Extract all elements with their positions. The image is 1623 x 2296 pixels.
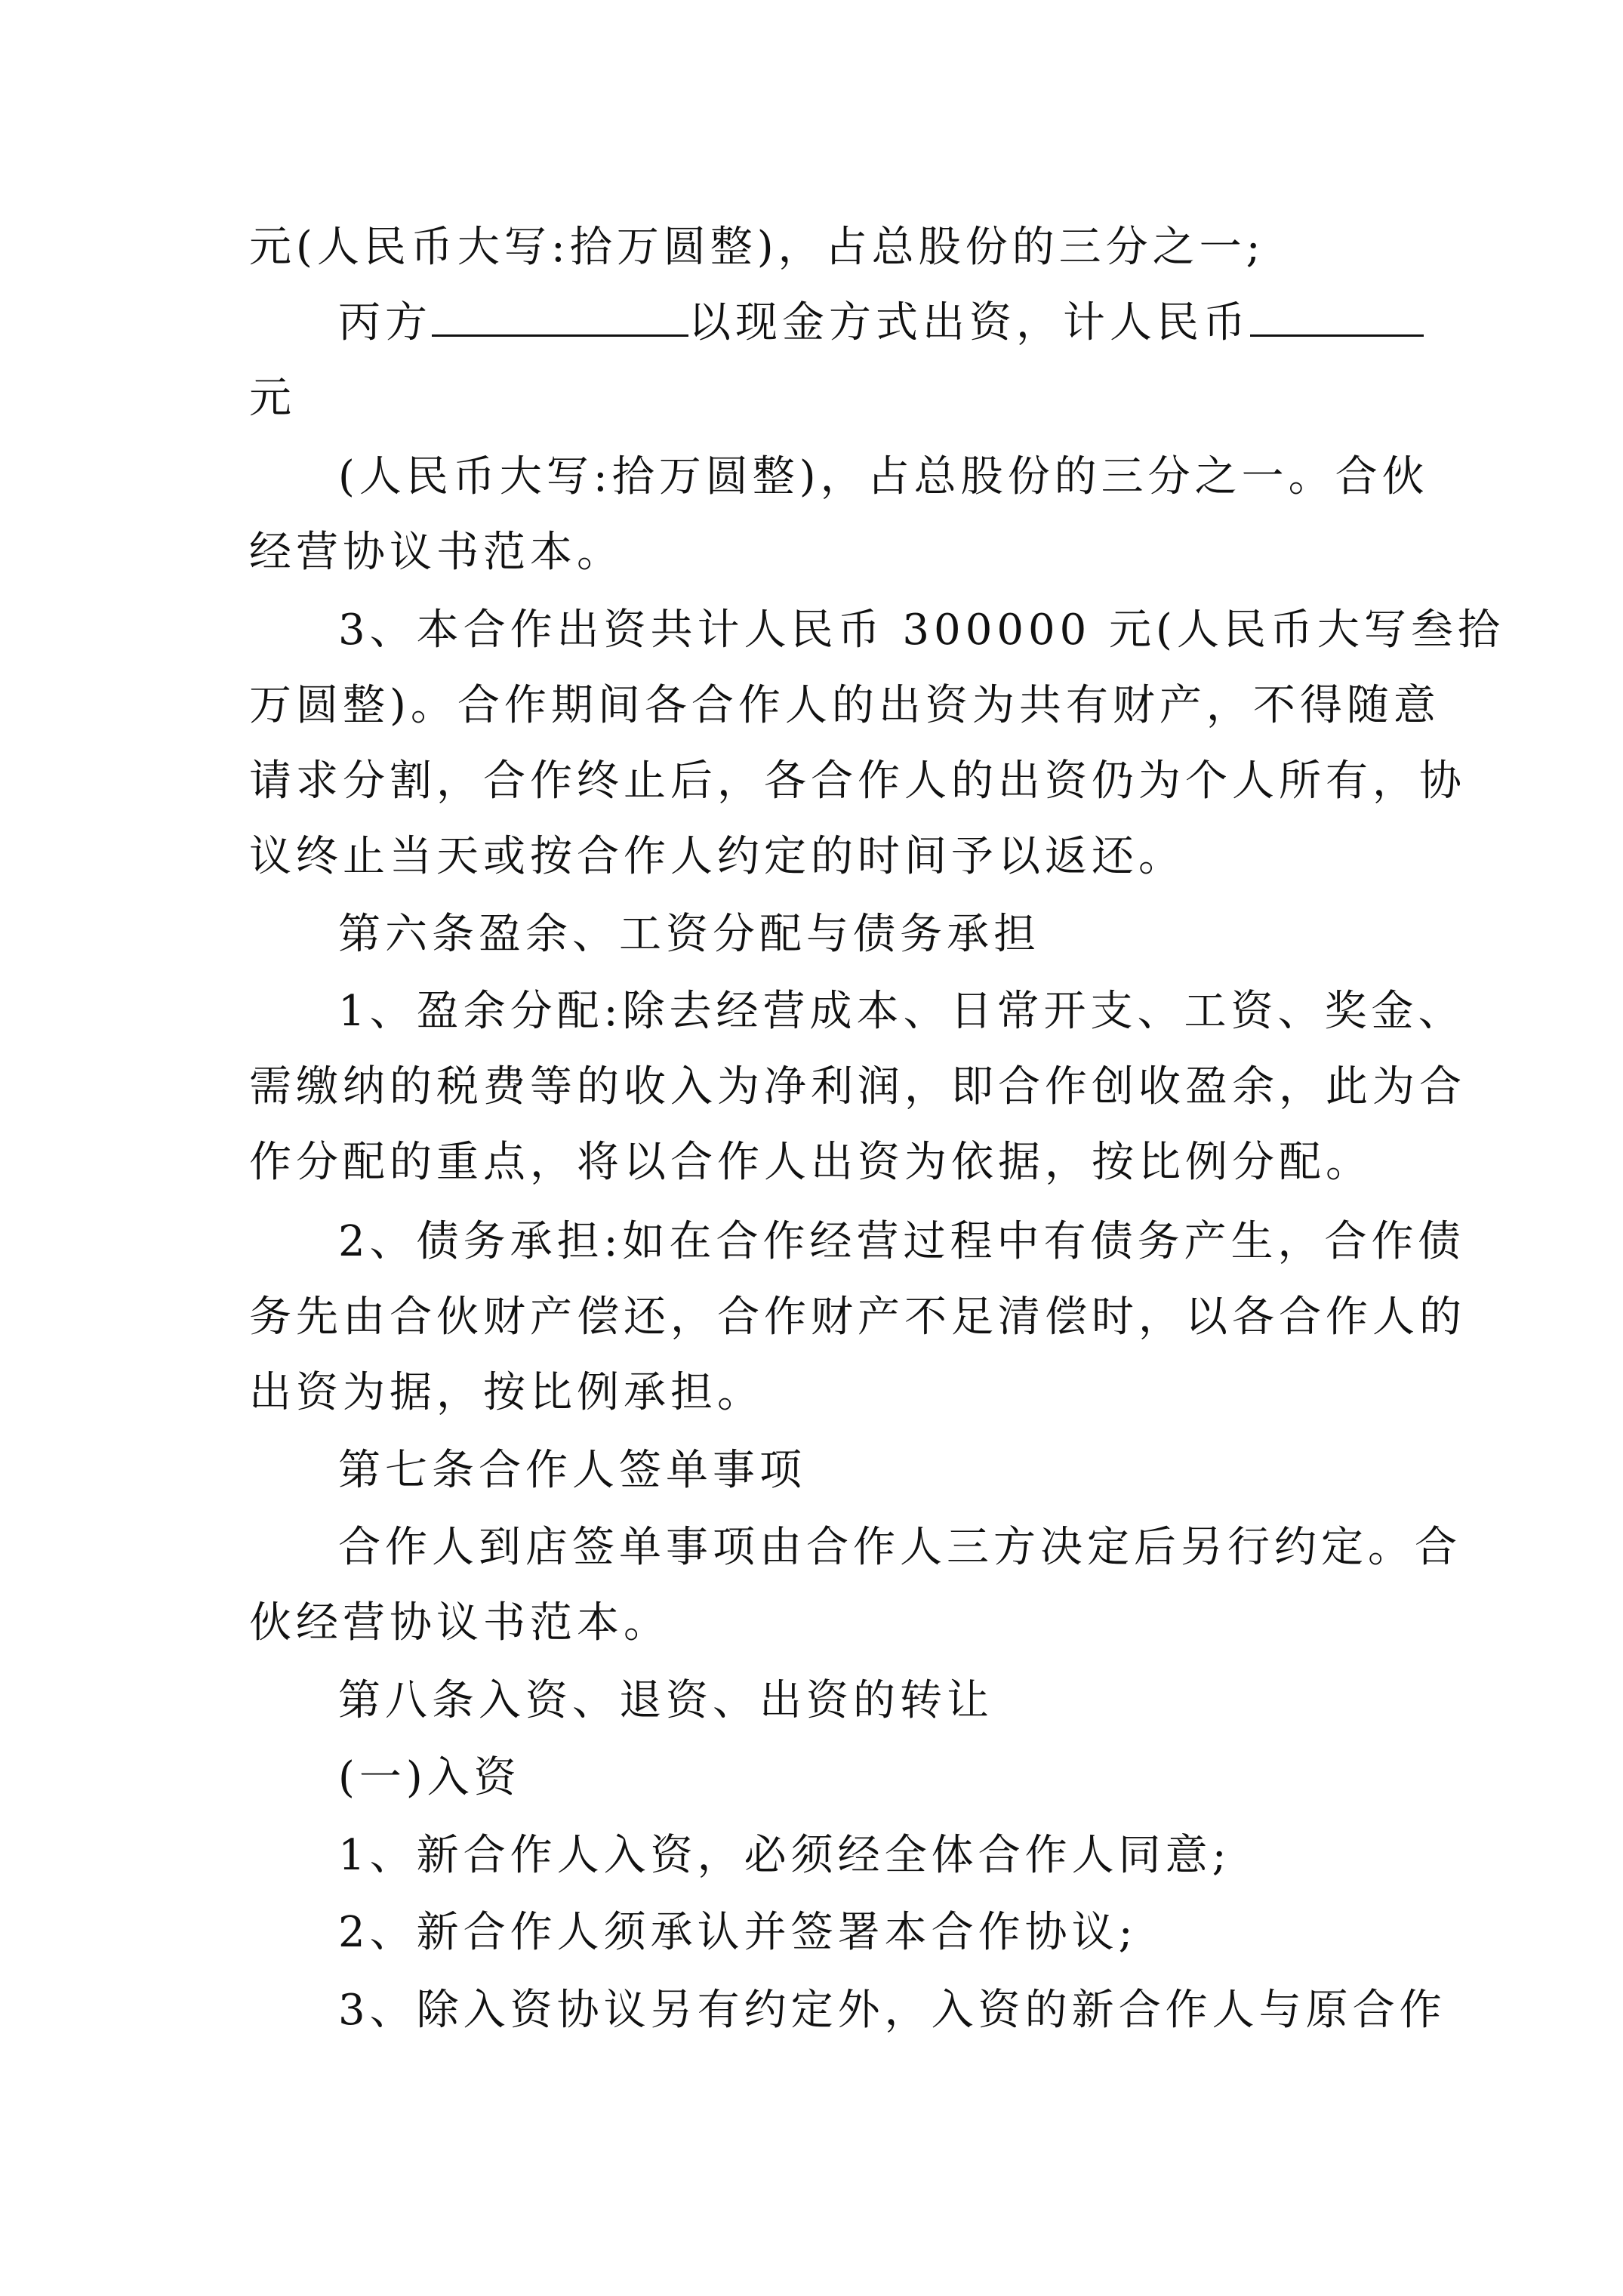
text-line: (人民币大写:拾万圆整)，占总股份的三分之一。合伙 bbox=[338, 452, 1429, 501]
text-line: 请求分割，合作终止后，各合作人的出资仍为个人所有，协 bbox=[249, 757, 1466, 806]
text-line: 议终止当天或按合作人约定的时间予以返还。 bbox=[249, 832, 1185, 881]
blank-amount bbox=[1250, 288, 1424, 337]
party-label: 丙方 bbox=[338, 298, 432, 347]
text-line: 3、除入资协议另有约定外，入资的新合作人与原合作 bbox=[338, 1986, 1446, 2035]
text-line: 元(人民币大写:拾万圆整)，占总股份的三分之一; bbox=[249, 223, 1265, 272]
text-line: 1、盈余分配:除去经营成本、日常开支、工资、奖金、 bbox=[338, 987, 1465, 1036]
text-line: 2、债务承担:如在合作经营过程中有债务产生，合作债 bbox=[338, 1217, 1465, 1266]
section-heading: 第八条入资、退资、出资的转让 bbox=[338, 1676, 993, 1725]
text-line: 2、新合作人须承认并签署本合作协议; bbox=[338, 1908, 1138, 1957]
text-line: 需缴纳的税费等的收入为净利润，即合作创收盈余，此为合 bbox=[249, 1062, 1466, 1111]
contribution-text: 以现金方式出资，计人民币 bbox=[688, 298, 1250, 347]
text-line: 元 bbox=[249, 374, 296, 423]
text-line: 务先由合伙财产偿还，合作财产不足清偿时，以各合作人的 bbox=[249, 1293, 1466, 1342]
text-line: 作分配的重点，将以合作人出资为依据，按比例分配。 bbox=[249, 1138, 1372, 1187]
text-line-party-c bbox=[338, 285, 1486, 361]
text-line: 出资为据，按比例承担。 bbox=[249, 1368, 764, 1417]
text-line: 伙经营协议书范本。 bbox=[249, 1598, 670, 1647]
blank-party-name bbox=[432, 288, 688, 337]
section-heading: 第六条盈余、工资分配与债务承担 bbox=[338, 910, 1040, 959]
text-line: 经营协议书范本。 bbox=[249, 528, 624, 577]
section-heading: 第七条合作人签单事项 bbox=[338, 1446, 806, 1495]
text-line: 1、新合作人入资，必须经全体合作人同意; bbox=[338, 1831, 1231, 1880]
text-line: 3、本合作出资共计人民币 300000 元(人民币大写叁拾 bbox=[338, 606, 1504, 655]
text-line: 合作人到店签单事项由合作人三方决定后另行约定。合 bbox=[338, 1523, 1461, 1572]
subsection-heading: (一)入资 bbox=[338, 1753, 521, 1802]
text-line: 万圆整)。合作期间各合作人的出资为共有财产，不得随意 bbox=[249, 681, 1440, 730]
